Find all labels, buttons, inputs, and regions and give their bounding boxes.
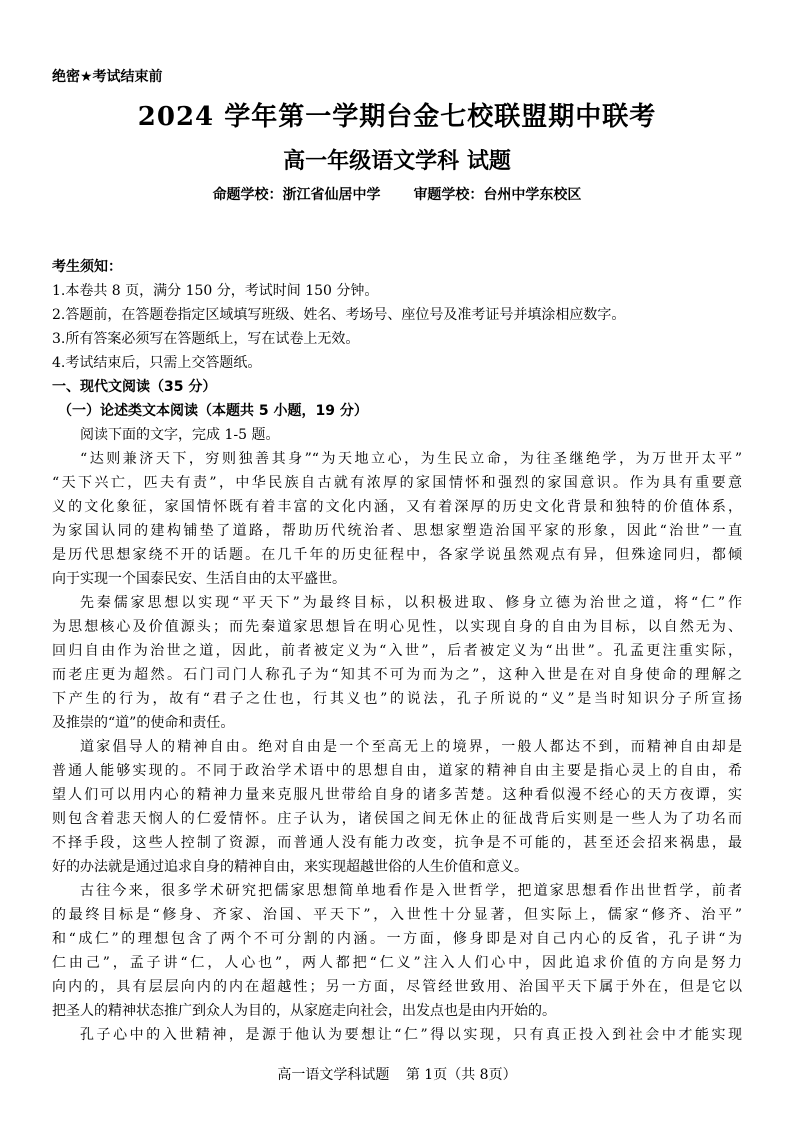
text-line: “天下兴亡，匹夫有责”，中华民族自古就有浓厚的家国情怀和强烈的家国意识。作为具有重要意 (52, 475, 742, 491)
text-line: 先秦儒家思想以实现“平天下”为最终目标，以积极进取、修身立德为治世之道，将“仁”作 (80, 595, 742, 611)
text-line: 好的办法就是通过追求自身的精神自由，来实现超越世俗的人生价值和意义。 (52, 859, 528, 875)
text-line: 为思想核心及价值源头；而先秦道家思想旨在明心见性，以实现自身的自由为目标，以自然无为、 (52, 619, 742, 635)
text-line: 的最终目标是“修身、齐家、治国、平天下”，入世性十分显著，但实际上，儒家“修齐、治平” (52, 907, 742, 923)
reviewer-school: 审题学校：台州中学东校区 (413, 187, 582, 203)
section-heading: 一、现代文阅读（35 分） (52, 379, 217, 395)
text-line: 古往今来，很多学术研究把儒家思想简单地看作是入世哲学，把道家思想看作出世哲学，前者 (80, 883, 742, 899)
text-line: 把圣人的精神状态推广到众人为目的，从家庭走向社会，出发点也是由内开始的。 (52, 1003, 556, 1019)
text-line: 和“成仁”的理想包含了两个不可分割的内涵。一方面，修身即是对自己内心的反省，孔子讲“为 (52, 931, 742, 947)
text-line: 道家倡导人的精神自由。绝对自由是一个至高无上的境界，一般人都达不到，而精神自由却是 (80, 739, 742, 755)
paragraph-4 (52, 879, 742, 1023)
subsection-heading: （一）论述类文本阅读（本题共 5 小题，19 分） (58, 403, 368, 419)
text-line: “达则兼济天下，穷则独善其身”“为天地立心，为生民立命，为往圣继绝学，为万世开太平” (80, 451, 742, 467)
text-line: 望人们可以用内心的精神力量来克服凡世带给自身的诸多苦楚。这种看似漫不经心的天方夜谭，实 (52, 787, 742, 803)
page-footer (0, 1064, 794, 1084)
text-line: 是历代思想家绕不开的话题。在几千年的历史征程中，各家学说虽然观点有异，但殊途同归，都倾 (52, 547, 742, 563)
notice-heading: 考生须知： (52, 259, 122, 275)
exam-title: 2024 学年第一学期台金七校联盟期中联考 (137, 102, 657, 132)
text-line: 孔子心中的入世精神，是源于他认为要想让“仁”得以实现，只有真正投入到社会中才能实现 (80, 1027, 742, 1043)
exam-subtitle: 高一年级语文学科 试题 (283, 149, 511, 174)
text-line: 不择手段，这些人控制了资源，而普通人没有能力改变，抗争是不可能的，甚至还会招来祸患，最 (52, 835, 742, 851)
paragraph-5 (52, 1023, 742, 1047)
text-line: 及推崇的“道”的使命和责任。 (52, 715, 235, 731)
school-info (0, 184, 794, 204)
text-line: 下产生的行为，故有“君子之仕也，行其义也”的说法，孔子所说的“义”是当时知识分子所宣扬 (52, 691, 742, 707)
notice-item: 4.考试结束后，只需上交答题纸。 (52, 355, 262, 371)
text-line: 而老庄更为超然。石门司门人称孔子为“知其不可为而为之”，这种入世是在对自身使命的理解之 (52, 667, 742, 683)
notice-item: 3.所有答案必须写在答题纸上，写在试卷上无效。 (52, 331, 360, 347)
reading-instruction: 阅读下面的文字，完成 1-5 题。 (80, 427, 280, 443)
paragraph-3 (52, 735, 742, 879)
text-line: 向于实现一个国泰民安、生活自由的太平盛世。 (52, 571, 346, 587)
notice-item: 2.答题前，在答题卷指定区域填写班级、姓名、考场号、座位号及准考证号并填涂相应数字。 (52, 307, 626, 323)
confidential-label: 绝密★考试结束前 (52, 69, 163, 85)
text-line: 义的文化象征，家国情怀既有着丰富的文化内涵，又有着深厚的历史文化背景和独特的价值体系， (52, 499, 742, 515)
proposer-school: 命题学校：浙江省仙居中学 (212, 187, 381, 203)
footer-page-number: 第 1页（共 8页） (405, 1067, 517, 1083)
paragraph-2 (52, 591, 742, 735)
text-line: 普通人能够实现的。不同于政治学术语中的思想自由，道家的精神自由主要是指心灵上的自由，希 (52, 763, 742, 779)
text-line: 则包含着悲天悯人的仁爱情怀。庄子认为，诸侯国之间无休止的征战背后实则是一些人为了功名而 (52, 811, 742, 827)
footer-subject: 高一语文学科试题 (277, 1067, 390, 1083)
notice-item: 1.本卷共 8 页，满分 150 分，考试时间 150 分钟。 (52, 283, 379, 299)
text-line: 仁由己”，孟子讲“仁，人心也”，两人都把“仁义”注入人们心中，因此追求价值的方向是努力 (52, 955, 742, 971)
exam-content (52, 255, 742, 1047)
text-line: 向内的，具有层层向内的内在超越性；另一方面，尽管经世致用、治国平天下属于外在，但是它以 (52, 979, 742, 995)
paragraph-1 (52, 447, 742, 591)
text-line: 为家国认同的建构铺垫了道路，帮助历代统治者、思想家塑造治国平家的形象，因此“治世”一直 (52, 523, 742, 539)
text-line: 回归自由作为治世之道，因此，前者被定义为“入世”，后者被定义为“出世”。孔孟更注重实际， (52, 643, 742, 659)
